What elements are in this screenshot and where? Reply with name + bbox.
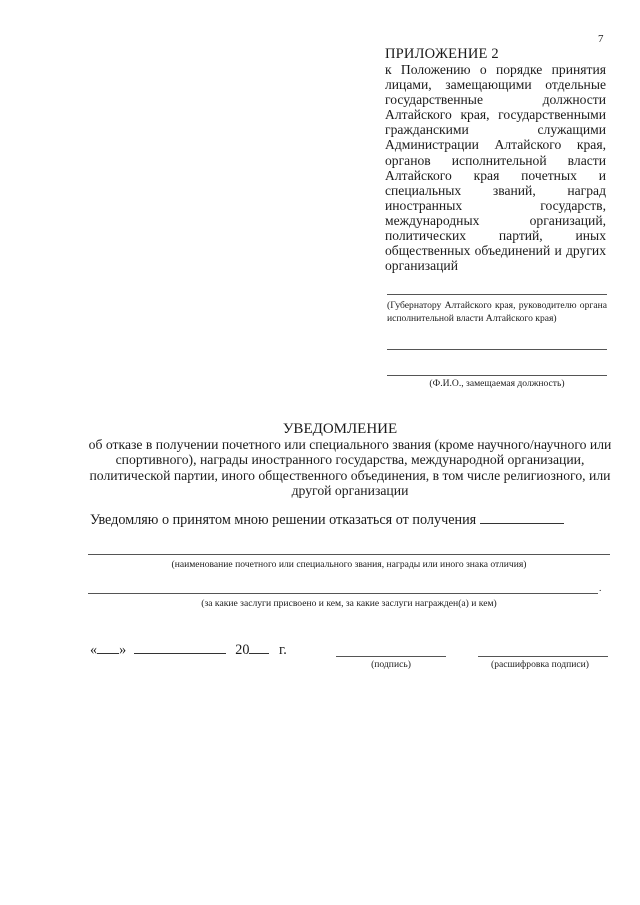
quote-open: « [90,642,98,658]
merits-line-end-mark: . [599,583,602,594]
appendix-header [385,46,606,273]
award-line [88,554,610,555]
decoding-line [478,656,608,657]
sender-caption: (Ф.И.О., замещаемая должность) [429,378,565,389]
award-caption: (наименование почетного или специального звания, награды или иного знака отличия) [171,559,527,570]
appendix-text: к Положению о порядке принятия лицами, замещающими отдельные государственные должности Алтайского края, государственными гражданскими служащими Администрации Алтайского края, органов исполнительной власти Алтайского края почетных и специальных званий, наград иностранных государств, международных организаций, политических партий, иных общественных объединений и других организаций [385,62,606,274]
year-prefix: 20 [235,642,250,658]
decoding-caption: (расшифровка подписи) [491,659,589,670]
merits-line [88,593,598,594]
signature-caption: (подпись) [371,659,411,670]
signature-line [336,656,446,657]
year-suffix: г. [279,642,287,658]
award-inline-blank [480,511,564,524]
sender-line-2 [387,375,607,376]
quote-close: » [119,642,127,658]
sender-line-1 [387,349,607,350]
notice-statement [90,511,610,528]
statement-text: Уведомляю о принятом мною решении отказаться от получения [90,512,477,528]
date-row [90,641,287,658]
appendix-title: ПРИЛОЖЕНИЕ 2 [385,46,499,62]
notice-subtitle: об отказе в получении почетного или специального звания (кроме научного/научного или спортивного), награды иностранного государства, международной организации, политической партии, иного общественного объединения, в том числе религиозного, или другой организации [88,437,612,499]
addressee-caption: (Губернатору Алтайского края, руководителю органа исполнительной власти Алтайского края) [387,300,607,324]
day-blank [97,641,119,654]
addressee-line [387,294,607,295]
page-number: 7 [598,33,604,45]
month-blank [134,641,226,654]
year-blank [249,641,269,654]
merits-caption: (за какие заслуги присвоено и кем, за какие заслуги награжден(а) и кем) [201,598,497,609]
notice-title: УВЕДОМЛЕНИЕ [282,421,398,437]
